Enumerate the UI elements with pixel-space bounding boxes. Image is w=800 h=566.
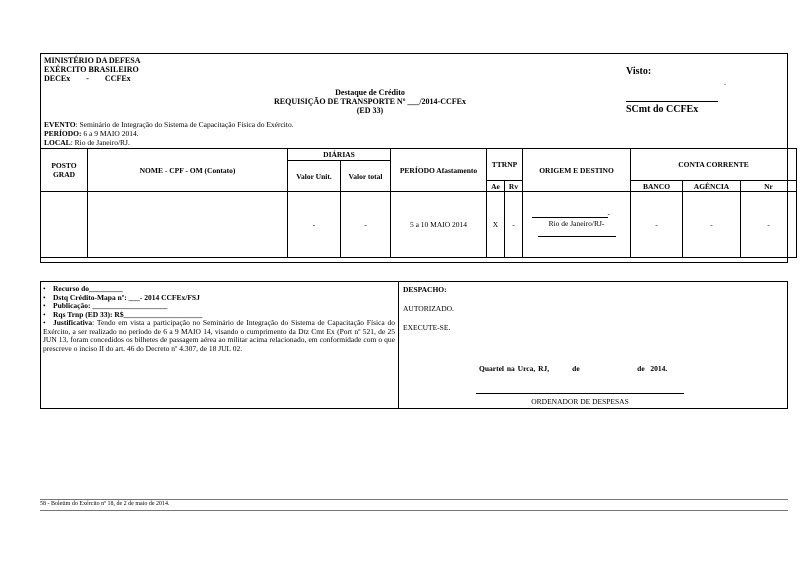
cell-origem: - Rio de Janeiro/RJ- [523, 192, 631, 258]
visto-dot: . [724, 78, 726, 87]
header-agencia: AGÊNCIA [683, 181, 741, 192]
place-date-line: Quartel na Urca, RJ, de de 2014. [479, 364, 668, 373]
cell-rv: - [505, 192, 523, 258]
cell-agencia: - [683, 192, 741, 258]
cell-valor-unit: - [288, 192, 341, 258]
dispatch-divider [398, 281, 399, 409]
header-origem: ORIGEM E DESTINO [523, 149, 631, 192]
header-diarias: DIÁRIAS [288, 149, 391, 161]
header-nr: Nr [741, 181, 797, 192]
autorizado-text: AUTORIZADO. [403, 304, 454, 313]
header-conta: CONTA CORRENTE [631, 149, 797, 181]
header-posto-grad: POSTO GRAD [41, 149, 88, 192]
ordenador-signature-line [476, 393, 684, 394]
cell-ae: X [487, 192, 505, 258]
header-nome: NOME - CPF - OM (Contato) [88, 149, 288, 192]
bullet-publicacao: • Publicação: ____________________ [43, 302, 395, 311]
header-valor-unit: Valor Unit. [288, 161, 341, 192]
execute-text: EXECUTE-SE. [403, 323, 451, 332]
credit-info [43, 285, 395, 353]
header-ttrnp: TTRNP [487, 149, 523, 181]
header-ae: Ae [487, 181, 505, 192]
cell-banco: - [631, 192, 683, 258]
header-banco: BANCO [631, 181, 683, 192]
requisition-table [40, 148, 797, 258]
scmt-label: SCmt do CCFEx [626, 104, 699, 115]
visto-label: Visto: [626, 66, 652, 77]
cell-posto-grad [41, 192, 88, 258]
header-valor-total: Valor total [341, 161, 391, 192]
header-rv: Rv [505, 181, 523, 192]
cell-nome [88, 192, 288, 258]
ordenador-label: ORDENADOR DE DESPESAS [531, 397, 629, 406]
cell-nr: - [741, 192, 797, 258]
table-row [41, 192, 797, 258]
signature-line [626, 101, 718, 102]
cell-periodo: 5 a 10 MAIO 2014 [391, 192, 487, 258]
event-info: EVENTO: Seminário de Integração do Sistema de Capacitação Física do Exército. PERÍODO: 6 a 9 MAIO 2014. LOCAL: Rio de Janeiro/RJ. [44, 120, 294, 147]
footer-text: 58 - Boletim do Exército nº 18, de 2 de maio de 2014. [40, 501, 170, 507]
document-title: Destaque de Crédito REQUISIÇÃO DE TRANSPORTE Nº ___/2014-CCFEx (ED 33) [273, 88, 466, 115]
bullet-recurso: • Recurso do_________ [43, 285, 395, 294]
cell-valor-total: - [341, 192, 391, 258]
bullet-dstq-credito: • Dstq Crédito-Mapa nº: ___- 2014 CCFEx/FSJ [43, 294, 395, 303]
bullet-rqs-trnp: • Rqs Trnp (ED 33): R$_____________________ [43, 311, 395, 320]
footer-rule-bottom [40, 510, 788, 511]
justification: • Justificativa: Tendo em vista a participação no Seminário de Integração do Sistema de Capacitação Física do Exército, a ser realizado no período de 6 a 9 MAIO 14, visando o cumprimento da Dtz Cmt Ex (Port nº 521, de 25 JUN 13, foram concedidos os bilhetes de passagem aérea ao militar acima relacionado, em conformidade com o que prescreve o inciso II do art. 46 do Decreto nº 4.307, de 18 JUL 02. [43, 318, 395, 353]
ministry-heading: MINISTÉRIO DA DEFESA EXÉRCITO BRASILEIRO DECEx - CCFEx [44, 56, 141, 83]
footer-rule-top [40, 499, 788, 500]
header-periodo: PERÍODO Afastamento [391, 149, 487, 192]
despacho-label: DESPACHO: [403, 285, 447, 294]
